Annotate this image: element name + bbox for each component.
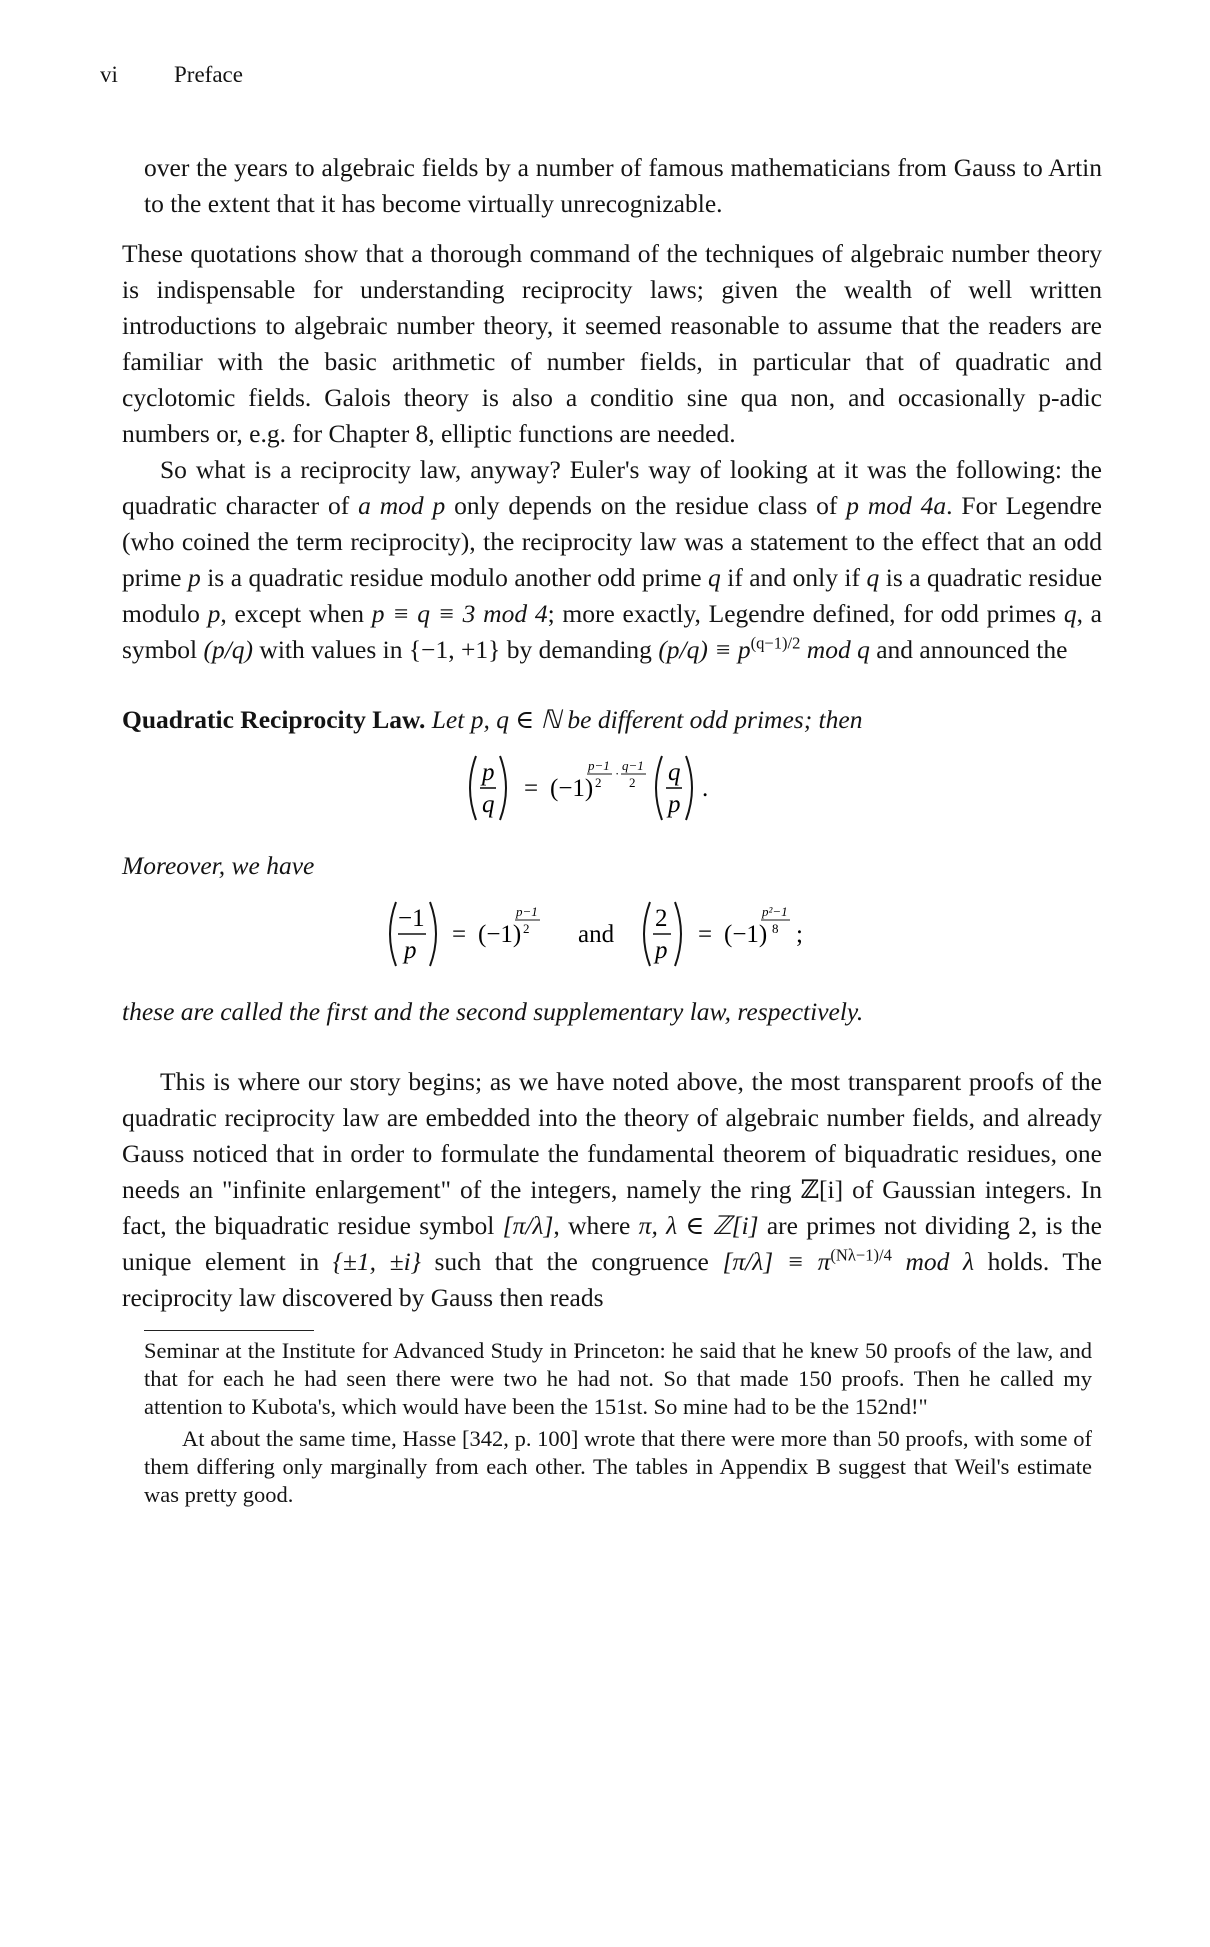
- svg-text:(−1): (−1): [478, 921, 522, 948]
- svg-text:p−1: p−1: [516, 904, 538, 919]
- svg-text:p: p: [404, 937, 417, 964]
- left-paren: [470, 756, 476, 820]
- paragraph-prerequisites: These quotations show that a thorough command of the techniques of algebraic number theory is indispensable for understanding reciprocity laws; given the wealth of well written introductions to algebraic number theory, it seemed reasonable to assume that the readers are familiar with the basic arithmetic of number fields, in particular that of quadratic and cyclotomic fields. Galois theory is also a conditio sine qua non, and occasionally p-adic numbers or, e.g. for Chapter 8, elliptic functions are needed.: [122, 239, 1102, 448]
- svg-text:(−1): (−1): [550, 775, 594, 802]
- svg-text:p: p: [482, 759, 495, 786]
- page-number: vi: [100, 62, 118, 87]
- svg-text:q: q: [668, 759, 681, 786]
- paragraph-story-begins: This is where our story begins; as we have noted above, the most transparent proofs of the quadratic reciprocity law are embedded into the theory of algebraic number fields, and already Gauss noticed that in order to formulate the fundamental theorem of biquadratic residues, one needs an "infinite enlargement" of the integers, namely the ring ℤ[i] of Gaussian integers. In fact, the biquadratic residue symbol [π/λ], where π, λ ∈ ℤ[i] are primes not dividing 2, is the unique element in {±1, ±i} such that the congruence $[\pi/\lambda] \equiv \pi^{(N\lambda-1)/4}$ mod λ holds. The reciprocity law discovered by Gauss then reads: [122, 1067, 1103, 1312]
- svg-text:=: =: [524, 775, 539, 802]
- theorem-statement: [122, 702, 1102, 738]
- theorem-hypothesis: Let p, q ∈ ℕ be different odd primes; then: [431, 705, 863, 734]
- supplementary-formulas: [382, 896, 842, 972]
- running-header: [100, 62, 243, 88]
- svg-text:;: ;: [796, 921, 803, 948]
- svg-text:=: =: [452, 921, 467, 948]
- running-title: Preface: [174, 62, 243, 87]
- exponent: [587, 758, 646, 790]
- moreover-line: Moreover, we have: [122, 851, 315, 880]
- svg-text:2: 2: [655, 905, 668, 932]
- svg-text:q: q: [482, 791, 495, 818]
- svg-text:(−1): (−1): [724, 921, 768, 948]
- svg-text:8: 8: [772, 921, 779, 936]
- svg-text:p²−1: p²−1: [762, 904, 788, 919]
- footnotes: [122, 1337, 1102, 1509]
- svg-text:·: ·: [615, 766, 620, 781]
- right-paren: [500, 756, 506, 820]
- svg-text:−1: −1: [398, 905, 425, 932]
- svg-text:.: .: [702, 775, 709, 802]
- svg-text:p: p: [668, 791, 681, 818]
- footnote-weil: Seminar at the Institute for Advanced Study in Princeton: he said that he knew 50 proofs of the law, and that for each he had seen there were two he had not. So that made 150 proofs. Then he called my attention to Kubota's, which would have been the 151st. So mine had to be the 152nd!": [144, 1338, 1092, 1419]
- svg-text:p−1: p−1: [588, 758, 610, 773]
- main-text: [122, 150, 1102, 1509]
- svg-text:2: 2: [595, 775, 602, 790]
- quote-tail: over the years to algebraic fields by a number of famous mathematicians from Gauss to Artin to the extent that it has become virtually unrecognizable.: [144, 153, 1102, 218]
- paragraph-what-is-reciprocity: So what is a reciprocity law, anyway? Euler's way of looking at it was the following: the quadratic character of a mod p only depends on the residue class of p mod 4a. For Legendre (who coined the term reciprocity), the reciprocity law was a statement to the effect that an odd prime p is a quadratic residue modulo another odd prime q if and only if q is a quadratic residue modulo p, except when p ≡ q ≡ 3 mod 4; more exactly, Legendre defined, for odd primes q, a symbol (p/q) with values in {−1, +1} by demanding $(p/q) \equiv p^{(q-1)/2}$ mod q and announced the: [122, 455, 1103, 664]
- reciprocity-formula: [462, 750, 762, 826]
- svg-text:=: =: [698, 921, 713, 948]
- theorem-name: Quadratic Reciprocity Law.: [122, 705, 426, 734]
- supplementary-equations: [122, 896, 1102, 982]
- footnote-divider: [144, 1330, 314, 1331]
- reciprocity-equation: [122, 750, 1102, 836]
- svg-text:2: 2: [629, 775, 636, 790]
- supplementary-laws-line: these are called the first and the second supplementary law, respectively.: [122, 997, 864, 1026]
- svg-text:2: 2: [523, 921, 530, 936]
- svg-text:q−1: q−1: [622, 758, 644, 773]
- and-word: and: [578, 921, 615, 948]
- footnote-hasse: At about the same time, Hasse [342, p. 100] wrote that there were more than 50 proofs, with some of them differing only marginally from each other. The tables in Appendix B suggest that Weil's estimate was pretty good.: [144, 1426, 1092, 1507]
- svg-text:p: p: [655, 937, 668, 964]
